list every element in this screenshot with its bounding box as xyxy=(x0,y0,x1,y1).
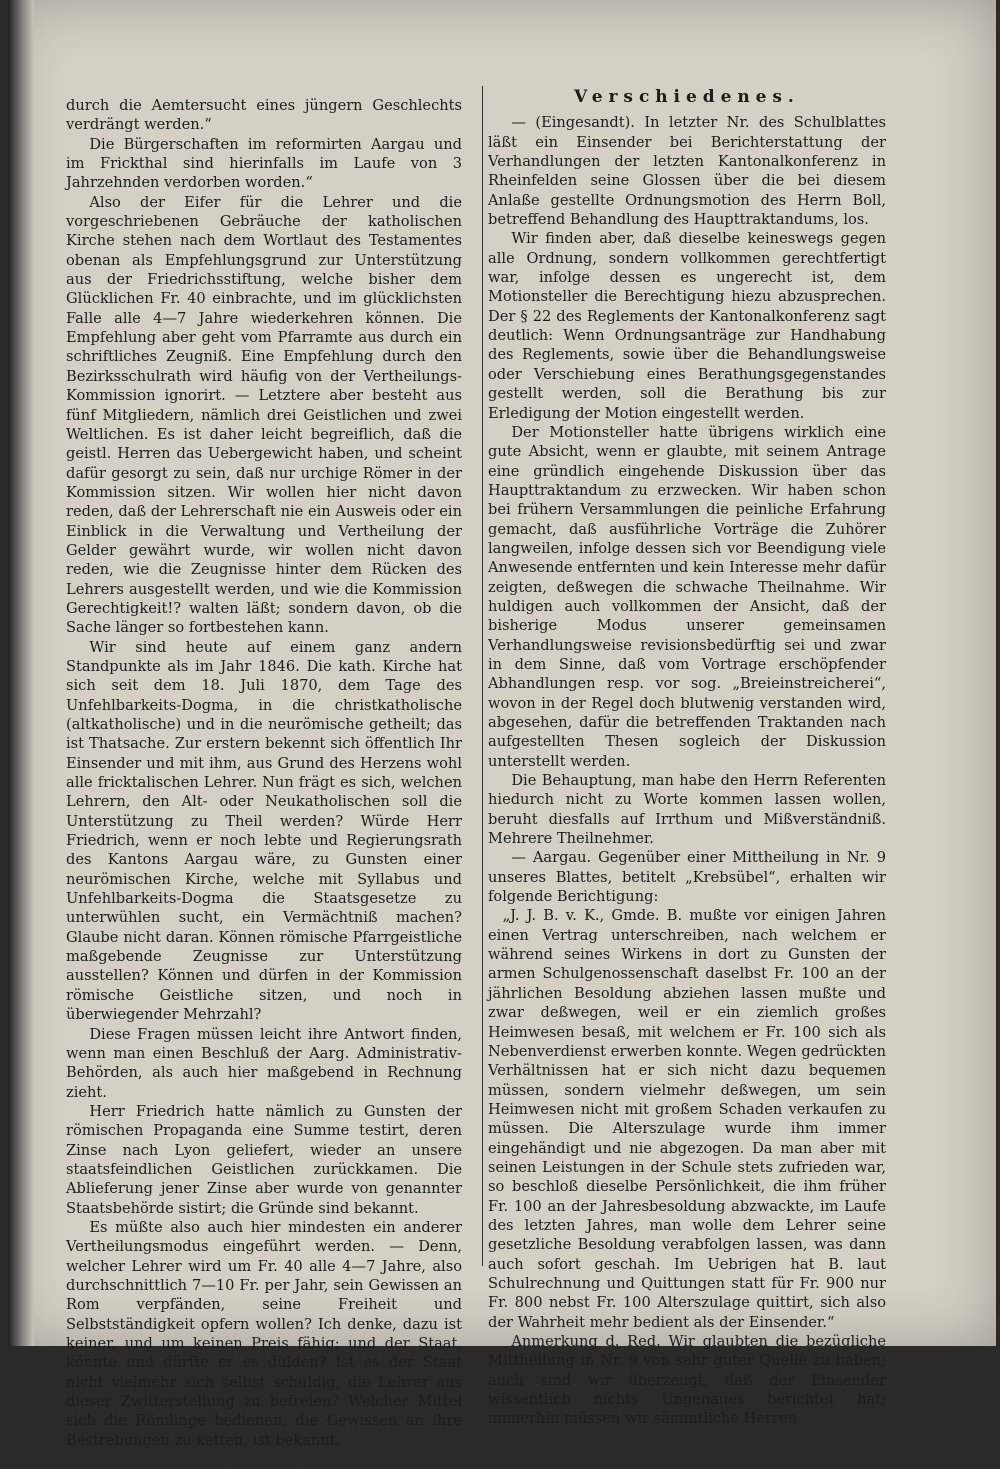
right-column xyxy=(488,87,886,1429)
left-column xyxy=(66,96,462,1469)
left-paragraph-2: Die Bürgerschaften im reformirten Aargau und im Frickthal sind hierinfalls im Laufe von 3 Jahrzehnden verdorben worden.“ xyxy=(66,135,462,192)
right-paragraph-2: Wir finden aber, daß dieselbe keineswegs gegen alle Ordnung, sondern vollkommen gerechtfertigt war, infolge dessen es ungerecht ist, dem Motionsteller die Berechtigung hiezu abzusprechen. Der § 22 des Reglements der Kantonalkonferenz sagt deutlich: Wenn Ordnungsanträge zur Handhabung des Reglements, sowie über die Behandlungsweise oder Verschiebung eines Berathungsgegenstandes gestellt werden, soll die Berathung bis zur Erledigung der Motion eingestellt werden. xyxy=(488,230,886,422)
newspaper-page xyxy=(8,0,996,1449)
left-paragraph-5: Diese Fragen müssen leicht ihre Antwort finden, wenn man einen Beschluß der Aarg. Administrativ-Behörden, als auch hier maßgebend in Rechnung zieht. xyxy=(66,1025,462,1101)
section-title: Verschiedenes. xyxy=(574,87,800,107)
right-paragraph-6: „J. J. B. v. K., Gmde. B. mußte vor einigen Jahren einen Vertrag unterschreiben, nach welchem er während seines Wirkens in dort zu Gunsten der armen Schulgenossenschaft daselbst Fr. 100 an der jährlichen Besoldung abziehen lassen mußte und zwar deßwegen, weil er ein ziemlich großes Heimwesen besaß, mit welchem er Fr. 100 sich als Nebenverdienst erwerben konnte. Wegen gedrückten Verhältnissen hat er sich nicht dazu bequemen müssen, sondern vielmehr deßwegen, um sein Heimwesen nicht mit großem Schaden verkaufen zu müssen. Die Alterszulage wurde ihm immer eingehändigt und nie abgezogen. Da man aber mit seinen Leistungen in der Schule stets zufrieden war, so beschloß dieselbe Persönlichkeit, die ihm früher Fr. 100 an der Jahresbesoldung abzwackte, im Laufe des letzten Jahres, man wolle dem Lehrer seine gesetzliche Besoldung verabfolgen lassen, was dann auch sofort geschah. Im Uebrigen hat B. laut Schulrechnung und Quittungen statt für Fr. 900 nur Fr. 800 nebst Fr. 100 Alterszulage quittirt, sich also der Wahrheit mehr bedient als der Einsender.“ xyxy=(488,907,886,1331)
left-paragraph-4: Wir sind heute auf einem ganz andern Standpunkte als im Jahr 1846. Die kath. Kirche hat sich seit dem 18. Juli 1870, dem Tage des Unfehlbarkeits-Dogma, in die christkatholische (altkatholische) und in die neurömische getheilt; das ist Thatsache. Zur erstern bekennt sich öffentlich Ihr Einsender und mit ihm, aus Grund des Herzens wohl alle fricktalischen Lehrer. Nun frägt es sich, welchen Lehrern, den Alt- oder Neukatholischen soll die Unterstützung zu Theil werden? Würde Herr Friedrich, wenn er noch lebte und Regierungsrath des Kantons Aargau wäre, zu Gunsten einer neurömischen Kirche, welche mit Syllabus und Unfehlbarkeits-Dogma die Staatsgesetze zu unterwühlen sucht, ein Vermächtniß machen? Glaube nicht daran. Können römische Pfarrgeistliche maßgebende Zeugnisse zur Unterstützung ausstellen? Können und dürfen in der Kommission römische Geistliche sitzen, und noch in überwiegender Mehrzahl? xyxy=(66,638,462,1024)
right-paragraph-3: Der Motionsteller hatte übrigens wirklich eine gute Absicht, wenn er glaubte, mit seinem Antrage eine gründlich eingehende Diskussion über das Haupttraktandum zu erzwecken. Wir haben schon bei frühern Versammlungen die peinliche Erfahrung gemacht, daß ausführliche Vorträge die Zuhörer langweilen, infolge dessen sich vor Beendigung viele Anwesende entfernten und kein Interesse mehr dafür zeigten, deßwegen die schwache Theilnahme. Wir huldigen auch vollkommen der Ansicht, daß der bisherige Modus unserer gemeinsamen Verhandlungsweise revisionsbedürftig sei und zwar in dem Sinne, daß vom Vortrage erschöpfender Abhandlungen resp. vor sog. „Breieinstreicherei“, wovon in der Regel doch blutwenig verstanden wird, abgesehen, dafür die betreffenden Traktanden nach aufgestellten Thesen sogleich der Diskussion unterstellt werden. xyxy=(488,423,886,770)
binding-fold xyxy=(8,0,34,1346)
right-paragraph-4: Die Behauptung, man habe den Herrn Referenten hiedurch nicht zu Worte kommen lassen wollen, beruht diesfalls auf Irrthum und Mißverständniß. Mehrere Theilnehmer. xyxy=(488,772,886,848)
column-divider xyxy=(482,86,483,1266)
left-paragraph-7: Es müßte also auch hier mindesten ein anderer Vertheilungsmodus eingeführt werden. — Denn, welcher Lehrer wird um Fr. 40 alle 4—7 Jahre, also durchschnittlich 7—10 Fr. per Jahr, sein Gewissen an Rom verpfänden, seine Freiheit und Selbstständigkeit opfern wollen? Ich denke, dazu ist keiner, und um keinen Preis fähig; und der Staat, könnte und dürfte er es dulden? Ist es der Staat nicht vielmehr sich selbst schuldig, die Lehrer aus dieser Zwitterstellung zu befreien? Welcher Mittel sich die Römlinge bedienen, die Gewissen an ihre Bestrebungen zu ketten, ist bekannt. xyxy=(66,1218,462,1449)
right-paragraph-7: Anmerkung d. Red. Wir glaubten die bezügliche Mittheilung in Nr. 9 von sehr guter Quelle zu haben; auch sind wir überzeugt, daß der Einsender wissentlich nichts Ungenaues berichtet hat; immerhin müssen wir sämmtliche Herren xyxy=(488,1333,886,1428)
left-paragraph-1: durch die Aemtersucht eines jüngern Geschlechts verdrängt werden.“ xyxy=(66,97,462,134)
left-paragraph-3: Also der Eifer für die Lehrer und die vorgeschriebenen Gebräuche der katholischen Kirche stehen nach dem Wortlaut des Testamentes obenan als Empfehlungsgrund zur Unterstützung aus der Friedrichsstiftung, welche bisher dem Glücklichen Fr. 40 einbrachte, und im glücklichsten Falle alle 4—7 Jahre wiederkehren können. Die Empfehlung aber geht vom Pfarramte aus durch ein schriftliches Zeugniß. Eine Empfehlung durch den Bezirksschulrath wird häufig von der Vertheilungs-Kommission ignorirt. — Letztere aber besteht aus fünf Mitgliedern, nämlich drei Geistlichen und zwei Weltlichen. Es ist daher leicht begreiflich, daß die geistl. Herren das Uebergewicht haben, und scheint dafür gesorgt zu sein, daß nur urchige Römer in der Kommission sitzen. Wir wollen hier nicht davon reden, daß der Lehrerschaft nie ein Ausweis oder ein Einblick in die Verwaltung und Vertheilung der Gelder gewährt wurde, wir wollen nicht davon reden, wie die Zeugnisse hinter dem Rücken des Lehrers ausgestellt werden, und wie die Kommission Gerechtigkeit!? walten läßt; sondern davon, ob die Sache länger so fortbestehen kann. xyxy=(66,193,462,637)
right-paragraph-1: — (Eingesandt). In letzter Nr. des Schulblattes läßt ein Einsender bei Berichterstattung der Verhandlungen der letzten Kantonalkonferenz in Rheinfelden seine Glossen über die bei diesem Anlaße gestellte Ordnungsmotion des Herrn Boll, betreffend Behandlung des Haupttraktandums, los. xyxy=(488,114,886,229)
left-paragraph-6: Herr Friedrich hatte nämlich zu Gunsten der römischen Propaganda eine Summe testirt, deren Zinse nach Lyon geliefert, wieder an unsere staatsfeindlichen Geistlichen zurückkamen. Die Ablieferung jener Zinse aber wurde von genannter Staatsbehörde sistirt; die Gründe sind bekannt. xyxy=(66,1102,462,1217)
right-paragraph-5: — Aargau. Gegenüber einer Mittheilung in Nr. 9 unseres Blattes, betitelt „Krebsübel“, erhalten wir folgende Berichtigung: xyxy=(488,849,886,906)
